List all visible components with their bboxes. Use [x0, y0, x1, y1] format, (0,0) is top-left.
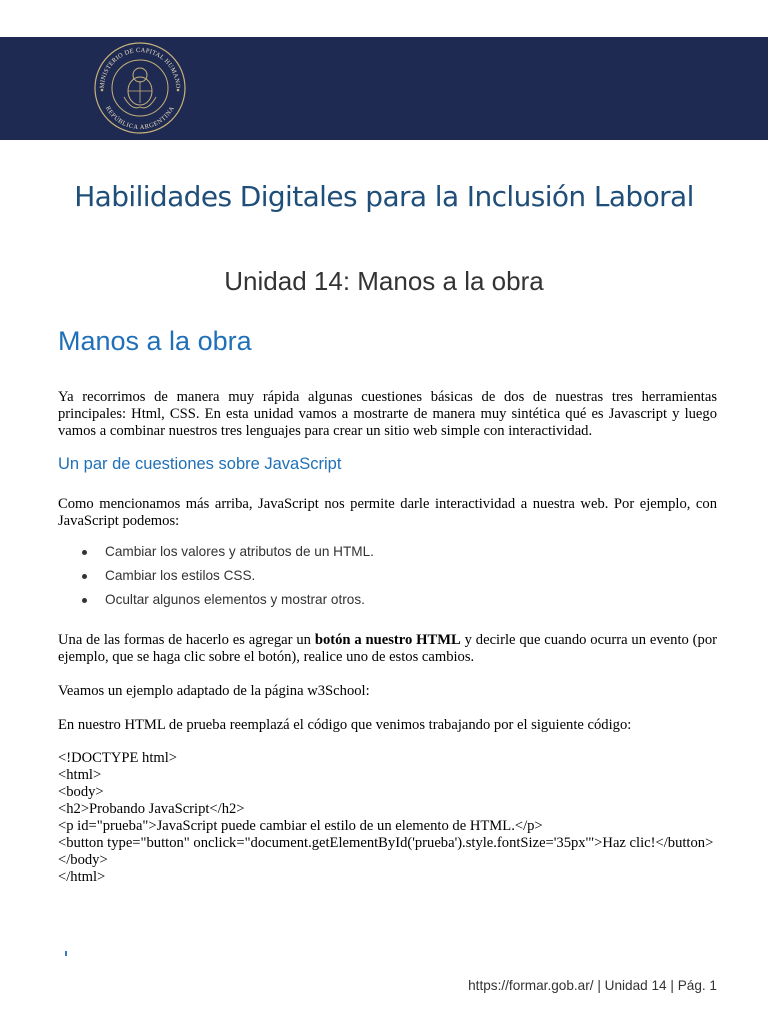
code-line: <body> — [58, 784, 104, 800]
js-paragraph: Como mencionamos más arriba, JavaScript nos permite darle interactividad a nuestra web. Por ejemplo, con JavaScript podemos: — [58, 496, 717, 529]
intro-paragraph: Ya recorrimos de manera muy rápida algunas cuestiones básicas de dos de nuestras tres herramientas principales: Html, CSS. En esta unidad vamos a mostrarte de manera muy sintética qué es Javascript y luego vamos a combinar nuestros tres lenguajes para crear un sitio web simple con interactividad. — [58, 389, 717, 439]
button-paragraph-bold: botón a nuestro HTML — [314, 632, 461, 648]
code-line: </html> — [58, 869, 106, 885]
button-paragraph — [58, 632, 717, 666]
seal-text-top: MINISTERIO DE CAPITAL HUMANO — [98, 46, 182, 89]
page-marker — [65, 951, 67, 956]
seal-text-bottom: REPÚBLICA ARGENTINA — [103, 104, 177, 132]
code-line: <button type="button" onclick="document.getElementById('prueba').style.fontSize='35px'">Haz clic!</button> — [58, 835, 714, 851]
ministry-seal-logo — [88, 41, 192, 135]
code-line: <h2>Probando JavaScript</h2> — [58, 801, 245, 817]
list-item — [58, 543, 374, 567]
section-heading: Manos a la obra — [58, 326, 252, 356]
code-line: <!DOCTYPE html> — [58, 750, 178, 766]
course-title: Habilidades Digitales para la Inclusión Laboral — [74, 180, 694, 213]
unit-title: Unidad 14: Manos a la obra — [224, 266, 544, 296]
code-line: <html> — [58, 767, 102, 783]
example-paragraph: Veamos un ejemplo adaptado de la página w3School: — [58, 683, 370, 699]
bullet-icon — [82, 598, 87, 603]
page-footer: https://formar.gob.ar/ | Unidad 14 | Pág. 1 — [468, 978, 717, 993]
bullet-list — [58, 543, 374, 615]
list-item-text: Cambiar los estilos CSS. — [105, 568, 256, 583]
list-item-text: Ocultar algunos elementos y mostrar otros. — [105, 592, 365, 607]
svg-text:REPÚBLICA ARGENTINA — [104, 105, 176, 131]
replace-paragraph: En nuestro HTML de prueba reemplazá el código que venimos trabajando por el siguiente código: — [58, 717, 632, 733]
code-sample — [58, 750, 717, 886]
list-item — [58, 567, 374, 591]
button-paragraph-end: y decirle que cuando ocurra un evento (por ejemplo, que se haga clic sobre el botón), realice uno de estos cambios. — [58, 632, 717, 665]
bullet-icon — [82, 550, 87, 555]
bullet-icon — [82, 574, 87, 579]
code-line: </body> — [58, 852, 108, 868]
list-item — [58, 591, 374, 615]
list-item-text: Cambiar los valores y atributos de un HTML. — [105, 544, 374, 559]
button-paragraph-start: Una de las formas de hacerlo es agregar un — [58, 632, 315, 648]
subsection-heading: Un par de cuestiones sobre JavaScript — [58, 455, 342, 473]
code-line: <p id="prueba">JavaScript puede cambiar el estilo de un elemento de HTML.</p> — [58, 818, 543, 834]
